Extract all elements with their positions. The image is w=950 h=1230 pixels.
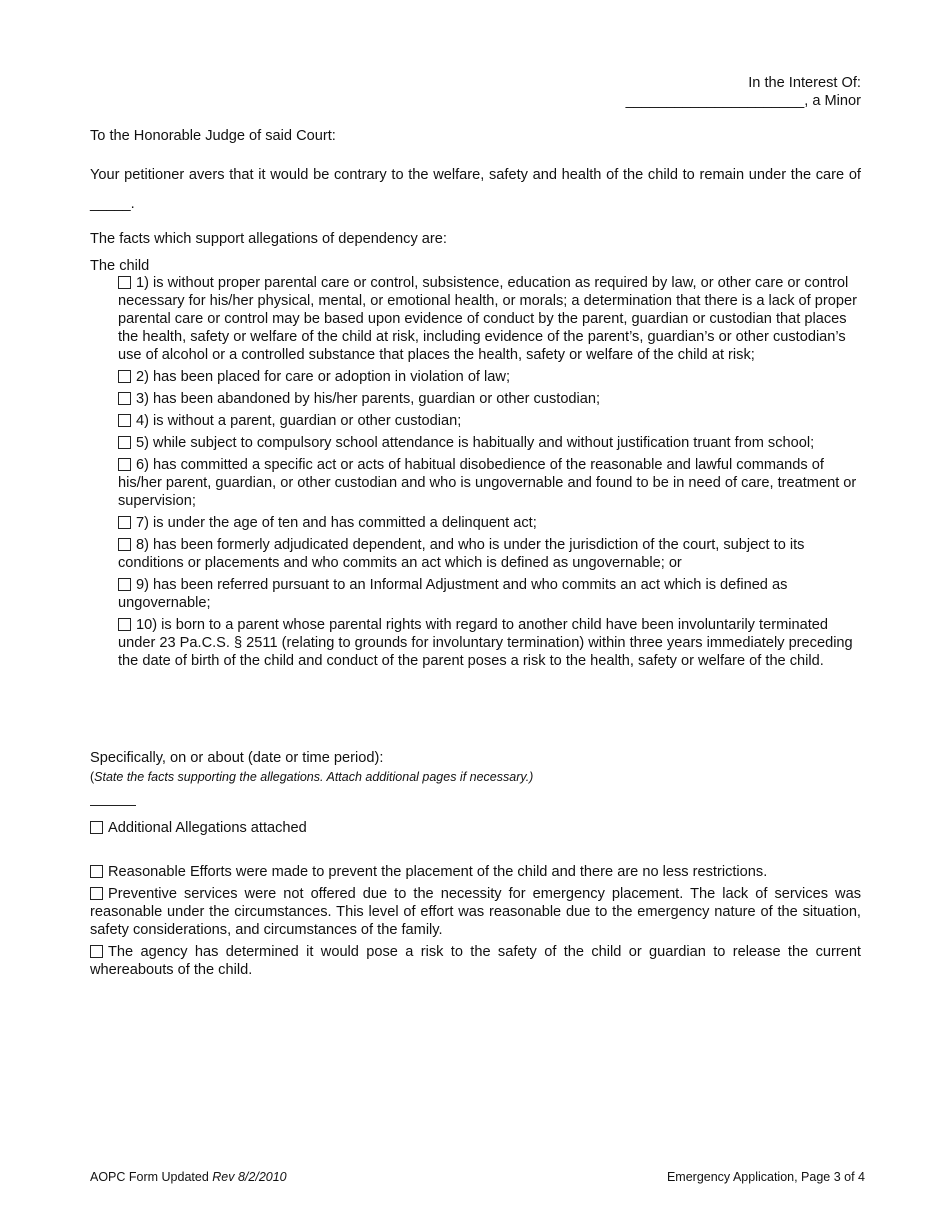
- footer-page-label: Emergency Application, Page 3 of 4: [666, 1170, 865, 1184]
- footer-form-label: AOPC Form Updated: [90, 1170, 213, 1184]
- the-child-label: The child: [90, 258, 150, 274]
- allegation-2-checkbox[interactable]: [118, 370, 131, 383]
- preventive-services-checkbox[interactable]: [90, 887, 103, 900]
- preventive-services-text: Preventive services were not offered due to the necessity for emergency placement. The lack of services was reasonable under the circumstances. This level of effort was reasonable due to the emergency nature of the situation, safety considerations, and circumstances of the family.: [90, 886, 861, 938]
- reasonable-efforts-text: Reasonable Efforts were made to prevent the placement of the child and there are no less restrictions.: [108, 864, 768, 880]
- whereabouts-risk-text: The agency has determined it would pose a risk to the safety of the child or guardian to release the current whereabouts of the child.: [90, 944, 861, 978]
- allegation-8-text: 8) has been formerly adjudicated dependent, and who is under the jurisdiction of the court, subject to its conditions or placements and who commits an act which is defined as ungovernable; or: [118, 537, 805, 571]
- specifically-label: Specifically, on or about (date or time period):: [90, 750, 384, 766]
- allegation-7-checkbox[interactable]: [118, 516, 131, 529]
- allegation-8-checkbox[interactable]: [118, 538, 131, 551]
- allegation-item-9: [118, 576, 862, 612]
- additional-allegations-text: Additional Allegations attached: [108, 820, 307, 836]
- allegation-9-text: 9) has been referred pursuant to an Informal Adjustment and who commits an act which is defined as ungovernable;: [118, 577, 788, 611]
- footer-form-info: [90, 1168, 287, 1186]
- allegation-2-text: 2) has been placed for care or adoption in violation of law;: [136, 369, 510, 385]
- additional-allegations-checkbox[interactable]: [90, 821, 103, 834]
- facts-intro: The facts which support allegations of dependency are:: [90, 231, 447, 247]
- allegation-5-text: 5) while subject to compulsory school attendance is habitually and without justification truant from school;: [136, 435, 815, 451]
- allegation-item-3: [118, 390, 862, 408]
- allegation-4-checkbox[interactable]: [118, 414, 131, 427]
- caption-minor-name-field[interactable]: ______________________, a Minor: [625, 93, 861, 109]
- caption-interest-of: In the Interest Of:: [748, 75, 861, 91]
- allegation-item-2: [118, 368, 862, 386]
- case-caption: [626, 74, 861, 110]
- allegation-item-10: [118, 616, 862, 670]
- salutation: To the Honorable Judge of said Court:: [90, 128, 336, 144]
- allegation-6-text: 6) has committed a specific act or acts of habitual disobedience of the reasonable and lawful commands of his/her parent, guardian, or other custodian and who is ungovernable and found to be in need of care, treatment or supervision;: [118, 457, 857, 509]
- efforts-list: [90, 863, 861, 983]
- instruction-text: State the facts supporting the allegations. Attach additional pages if necessary.): [94, 770, 534, 784]
- efforts-item-1: [90, 863, 861, 881]
- instruction-open-paren: (: [90, 770, 95, 784]
- allegation-4-text: 4) is without a parent, guardian or other custodian;: [136, 413, 462, 429]
- whereabouts-risk-checkbox[interactable]: [90, 945, 103, 958]
- allegation-5-checkbox[interactable]: [118, 436, 131, 449]
- allegation-10-checkbox[interactable]: [118, 618, 131, 631]
- allegation-6-checkbox[interactable]: [118, 458, 131, 471]
- allegation-item-1: [118, 274, 862, 364]
- additional-allegations-item: [90, 819, 307, 837]
- allegation-7-text: 7) is under the age of ten and has committed a delinquent act;: [136, 515, 537, 531]
- facts-instruction: [90, 768, 533, 786]
- facts-entry-line[interactable]: [90, 805, 136, 806]
- efforts-item-3: [90, 943, 861, 979]
- footer-revision: Rev 8/2/2010: [212, 1170, 287, 1184]
- allegation-10-text: 10) is born to a parent whose parental rights with regard to another child have been involuntarily terminated under 23 Pa.C.S. § 2511 (relating to grounds for involuntary termination) within three years immediately preceding the date of birth of the child and conduct of the parent poses a risk to the health, safety or welfare of the child.: [118, 617, 853, 669]
- allegation-1-checkbox[interactable]: [118, 276, 131, 289]
- reasonable-efforts-checkbox[interactable]: [90, 865, 103, 878]
- allegations-list: [118, 274, 862, 674]
- petition-statement: Your petitioner avers that it would be contrary to the welfare, safety and health of the child to remain under the care of _____.: [90, 167, 861, 212]
- allegation-9-checkbox[interactable]: [118, 578, 131, 591]
- allegation-item-6: [118, 456, 862, 510]
- allegation-item-5: [118, 434, 862, 452]
- allegation-item-7: [118, 514, 862, 532]
- allegation-item-8: [118, 536, 862, 572]
- allegation-3-checkbox[interactable]: [118, 392, 131, 405]
- allegation-item-4: [118, 412, 862, 430]
- efforts-item-2: [90, 885, 861, 939]
- allegation-1-text: 1) is without proper parental care or control, subsistence, education as required by law, or other care or control necessary for his/her physical, mental, or emotional health, or morals; a determination that there is a lack of proper parental care or control may be based upon evidence of conduct by the parent, guardian or custodian that places the health, safety or welfare of the child at risk, including evidence of the parent’s, guardian’s or other custodian’s use of alcohol or a controlled substance that places the health, safety or welfare of the child at risk;: [118, 275, 857, 363]
- allegation-3-text: 3) has been abandoned by his/her parents, guardian or other custodian;: [136, 391, 601, 407]
